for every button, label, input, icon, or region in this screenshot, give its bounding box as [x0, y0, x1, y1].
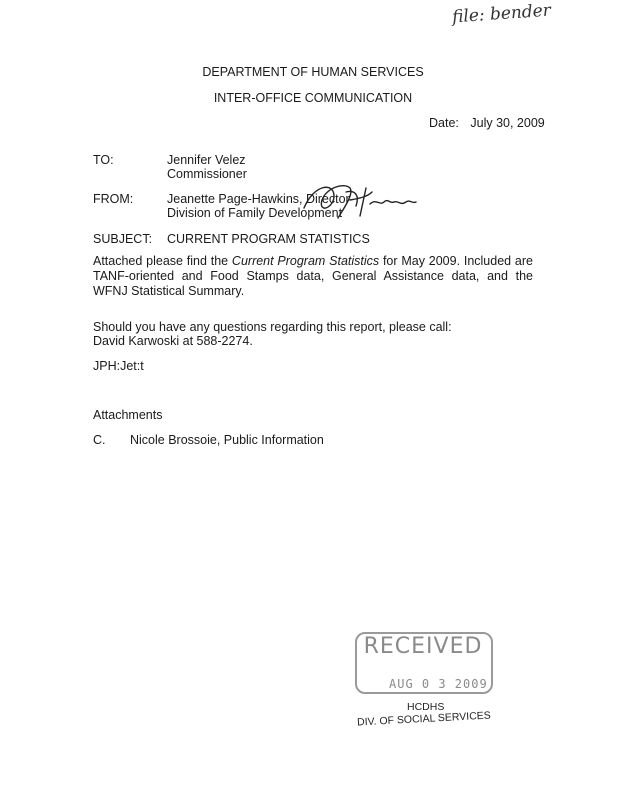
stamp-org-line-1: HCDHS: [407, 701, 445, 713]
cc-label: C.: [93, 433, 106, 447]
subject-value: CURRENT PROGRAM STATISTICS: [167, 232, 370, 246]
department-title: DEPARTMENT OF HUMAN SERVICES: [202, 65, 424, 79]
to-label: TO:: [93, 153, 114, 167]
stamp-date: AUG 0 3 2009: [389, 677, 488, 691]
body-p1-text-a: Attached please find the: [93, 254, 232, 268]
signature: [300, 178, 418, 226]
body-paragraph-1: [93, 254, 533, 299]
body-p1-italic: Current Program Statistics: [231, 254, 380, 268]
subject-label: SUBJECT:: [93, 232, 153, 246]
attachments-label: Attachments: [93, 408, 163, 422]
body-paragraph-2-line-1: Should you have any questions regarding this report, please call:: [93, 320, 452, 334]
to-title: Commissioner: [167, 167, 247, 181]
date-label: Date:: [429, 116, 459, 130]
author-initials: JPH:Jet:t: [93, 359, 144, 373]
from-division: Division of Family Development: [167, 206, 343, 220]
to-name: Jennifer Velez: [167, 153, 246, 167]
body-paragraph-2-line-2: David Karwoski at 588-2274.: [93, 334, 253, 348]
cc-value: Nicole Brossoie, Public Information: [130, 433, 324, 447]
memo-type-title: INTER-OFFICE COMMUNICATION: [213, 91, 413, 105]
body-p1-text-b: for May 2009. Included are TANF-oriented and Food Stamps data, General Assistance data, and the WFNJ Statistical Summary.: [93, 254, 533, 298]
handwritten-file-note: file: bender: [451, 0, 552, 28]
stamp-org-line-2: DIV. OF SOCIAL SERVICES: [356, 709, 492, 729]
from-label: FROM:: [93, 192, 134, 206]
date-line: [429, 116, 545, 131]
from-name: Jeanette Page-Hawkins, Director: [167, 192, 350, 206]
date-value: July 30, 2009: [470, 116, 545, 130]
stamp-received-word: RECEIVED: [363, 634, 483, 659]
